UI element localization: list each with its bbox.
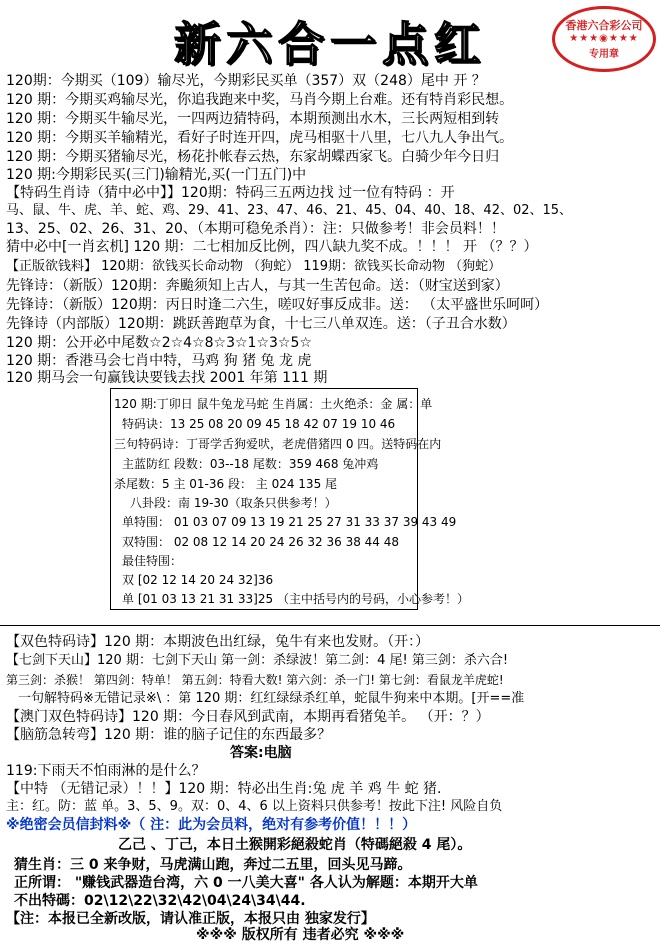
text-line: 【特码生肖诗（猜中必中】】120期：特码三五两边找 过一位有特码 ：开 [6,185,455,201]
box-line: 三句特码诗：丁哥学舌狗爱吠，老虎借猪四 0 四。送特码在内 [114,437,442,451]
box-line: 八卦段：南 19-30（取条只供参考！） [130,496,337,510]
text-line: 正所谓： "赚钱武器造台湾，六 0 一八美大喜" 各人认为解题：本期开大单 [14,875,478,891]
text-line: 主：红。防：蓝 单。3、5、9。双：0、4、6 以上资料只供参考！按此下注! 风险自负 [6,799,503,814]
text-line: 【双色特码诗】120 期：本期波色出红绿，兔牛有来也发财。（开：） [6,634,430,650]
official-seal-stamp [552,6,656,72]
text-line: 【澳门双色特码诗】120 期：今日春风到武南，本期再看猪兔羊。 （开：？） [6,709,490,725]
divider [0,625,660,626]
text-line: 猜中必中[一肖玄机] 120 期：二七相加反比例，四八缺九奖不成。！！！ 开 （？？） [6,239,538,255]
box-line: 主蓝防红 段数：03--18 尾数：359 468 兔冲鸡 [122,457,379,471]
text-line: 【注：本报已全新改版，请认准正版，本报只由 独家发行】 [6,911,375,927]
text-line: 【脑筋急转弯】120 期：谁的脑子记住的东西最多？ [6,727,332,743]
text-line: 120 期：今期买猪输尽光，杨花扑帐春云热，东家胡蝶西家飞。白骑少年今日归 [6,149,500,165]
box-line: 单特围： 01 03 07 09 13 19 21 25 27 31 33 37 39 43 49 [122,515,457,529]
text-line: 一句解特码※无错记录※\ ：第 120 期：红红绿绿杀红单，蛇鼠牛狗来中本期。[开==准 [18,691,525,706]
text-line: 120 期：今期买牛输尽光，一四两边猜特码，本期预测出水木，三长两短相到转 [6,111,500,127]
box-line: 120 期:丁卯日 鼠牛兔龙马蛇 生肖属：土火绝杀：金 属：单 [114,397,433,411]
answer-line: 答案:电脑 [230,745,292,761]
text-line: 不出特碼：02\12\22\32\42\04\24\34\44. [14,893,306,909]
seal-text-2: ★★★◉★★★ [569,33,639,44]
text-line: 119:下雨天不怕雨淋的是什么？ [6,763,206,779]
text-line: 乙己 、丁己，本日土猴開彩絕殺蛇肖（特碼絕殺 4 尾）。 [118,837,472,853]
box-line: 最佳特围： [122,554,183,568]
seal-text-1: 香港六合彩公司 [565,19,643,32]
text-line: 猜生肖：三 0 来争财，马虎满山跑，奔过二五里，回头见马蹄。 [14,857,412,873]
text-line: 120 期马会一句赢钱诀要钱去找 2001 年第 111 期 [6,370,328,386]
text-line: 120 期：今期买鸡输尽光，你追我跑来中奖，马肖今期上台难。还有特肖彩民想。 [6,92,514,108]
copyright-line: ※※※ 版权所有 违者必究 ※※※ [196,927,405,943]
box-line: 单 [01 03 13 21 31 33]25 （主中括号内的号码，小心参考！） [122,592,469,606]
box-line: 杀尾数：5 主 01-36 段： 主 024 135 尾 [114,477,338,491]
text-line: 【七剑下天山】120 期：七剑下天山 第一剑：杀绿波！第二剑：4 尾! 第三剑：杀六合! [6,653,509,668]
text-line: 120 期:今期彩民买(三门)输精光,买(一门五门)中 [6,167,307,183]
text-line: 先锋诗：（新版）120期：丙日时逢二六生，嗟叹好事反成非。送： （太平盛世乐呵呵） [6,297,549,313]
text-line: 先锋诗（内部版）120期：跳跃善跑草为食，十七三八单双连。送：（子丑合水数） [6,316,516,332]
page-title: 新六合一点红 [174,17,486,71]
text-line: 先锋诗：（新版）120期：奔颱须知上古人，与其一生苦包命。送：（财宝送到家） [6,278,509,294]
box-line: 特码诀：13 25 08 20 09 45 18 42 07 19 10 46 [122,417,396,431]
text-line: 马、鼠、牛、虎、羊、蛇、鸡、29、41、23、47、46、21、45、04、40、18、42、02、15、 [6,203,573,218]
text-line: 第三剑：杀猴！ 第四剑：特单！ 第五剑：特看大数! 第六剑：杀一门! 第七剑：看鼠龙羊虎蛇! [6,673,504,687]
text-line: 120 期：香港马会七肖中特，马鸡 狗 猪 兔 龙 虎 [6,353,312,369]
text-line: 13、25、02、26、31、20、（本期可稳免杀肖）：注：只做参考！非会员料！！ [6,221,505,237]
box-line: 双 [02 12 14 20 24 32]36 [122,573,274,587]
seal-text-3: 专用章 [589,49,619,60]
member-envelope-note: ※绝密会员信封料※（ 注：此为会员料，绝对有参考价值！！！） [6,817,417,833]
text-line: 120期：今期买（109）输尽光，今期彩民买单（357）双（248）尾中 开 ？ [6,73,486,89]
text-line: 【中特 （无错记录）！！】120 期：特必出生肖:兔 虎 羊 鸡 牛 蛇 猪. [6,781,442,797]
box-line: 双特围： 02 08 12 14 20 24 26 32 36 38 44 48 [122,535,400,549]
text-line: 120 期：公开必中尾数☆2☆4☆8☆3☆1☆3☆5☆ [6,335,312,351]
text-line: 【正版欲钱料】 120期：欲钱买长命动物 （狗蛇） 119期：欲钱买长命动物 （狗蛇） [6,259,502,274]
text-line: 120 期：今期买羊输精光，看好子时连开四，虎马相驱十八里，七八九人争出气。 [6,130,514,146]
